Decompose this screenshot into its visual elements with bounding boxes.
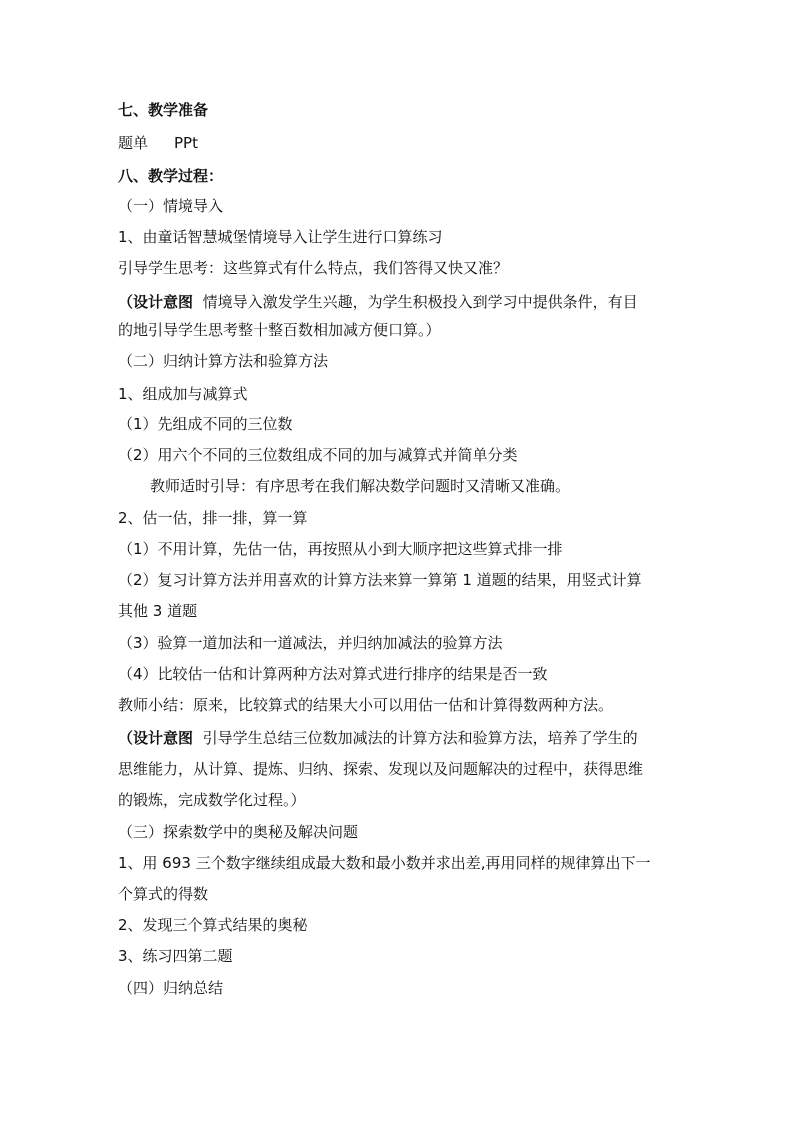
- design-intent-label: （设计意图: [118, 729, 194, 747]
- design-intent-paragraph: [118, 292, 638, 312]
- text-line: （4）比较估一估和计算两种方法对算式进行排序的结果是否一致: [118, 665, 548, 683]
- design-intent-label: （设计意图: [118, 293, 194, 311]
- text-line: 1、组成加与减算式: [118, 385, 248, 403]
- text-line: 3、练习四第二题: [118, 947, 233, 965]
- text-line: （1）先组成不同的三位数: [118, 415, 293, 433]
- text-line: 的地引导学生思考整十整百数相加减方便口算。）: [118, 321, 441, 339]
- text-line: 2、发现三个算式结果的奥秘: [118, 916, 308, 934]
- preparation-items: [118, 133, 198, 153]
- subsection-heading-3: （三）探索数学中的奥秘及解决问题: [118, 823, 359, 841]
- subsection-heading-2: （二）归纳计算方法和验算方法: [118, 352, 329, 370]
- text-line: 2、估一估，排一排，算一算: [118, 509, 308, 527]
- text-line: 个算式的得数: [118, 885, 209, 903]
- text-line: 教师小结：原来，比较算式的结果大小可以用估一估和计算得数两种方法。: [118, 696, 614, 714]
- subsection-heading-4: （四）归纳总结: [118, 979, 224, 997]
- text-line: （3）验算一道加法和一道减法，并归纳加减法的验算方法: [118, 634, 503, 652]
- subsection-heading-1: （一）情境导入: [118, 197, 224, 215]
- text-line: 的锻炼，完成数学化过程。）: [118, 791, 306, 809]
- preparation-item-ppt: PPt: [174, 134, 198, 152]
- text-line: （2）复习计算方法并用喜欢的计算方法来算一算第 1 道题的结果，用竖式计算: [118, 571, 642, 589]
- text-line: （2）用六个不同的三位数组成不同的加与减算式并简单分类: [118, 446, 518, 464]
- text-line: 引导学生思考：这些算式有什么特点，我们答得又快又准？: [118, 259, 509, 277]
- text-line: 思维能力，从计算、提炼、归纳、探索、发现以及问题解决的过程中，获得思维: [118, 760, 644, 778]
- section-heading-preparation: 七、教学准备: [118, 101, 209, 119]
- text-line: （1）不用计算，先估一估，再按照从小到大顺序把这些算式排一排: [118, 540, 563, 558]
- text-line: 其他 3 道题: [118, 602, 198, 620]
- design-intent-paragraph: [118, 728, 638, 748]
- design-intent-text: 引导学生总结三位数加减法的计算方法和验算方法，培养了学生的: [202, 729, 638, 747]
- text-line: 1、用 693 三个数字继续组成最大数和最小数并求出差,再用同样的规律算出下一: [118, 854, 651, 872]
- preparation-item-worksheet: 题单: [118, 134, 149, 152]
- design-intent-text: 情境导入激发学生兴趣，为学生积极投入到学习中提供条件，有目: [202, 293, 638, 311]
- section-heading-process: 八、教学过程：: [118, 167, 224, 185]
- text-line: 教师适时引导：有序思考在我们解决数学问题时又清晰又准确。: [150, 477, 571, 495]
- text-line: 1、由童话智慧城堡情境导入让学生进行口算练习: [118, 228, 443, 246]
